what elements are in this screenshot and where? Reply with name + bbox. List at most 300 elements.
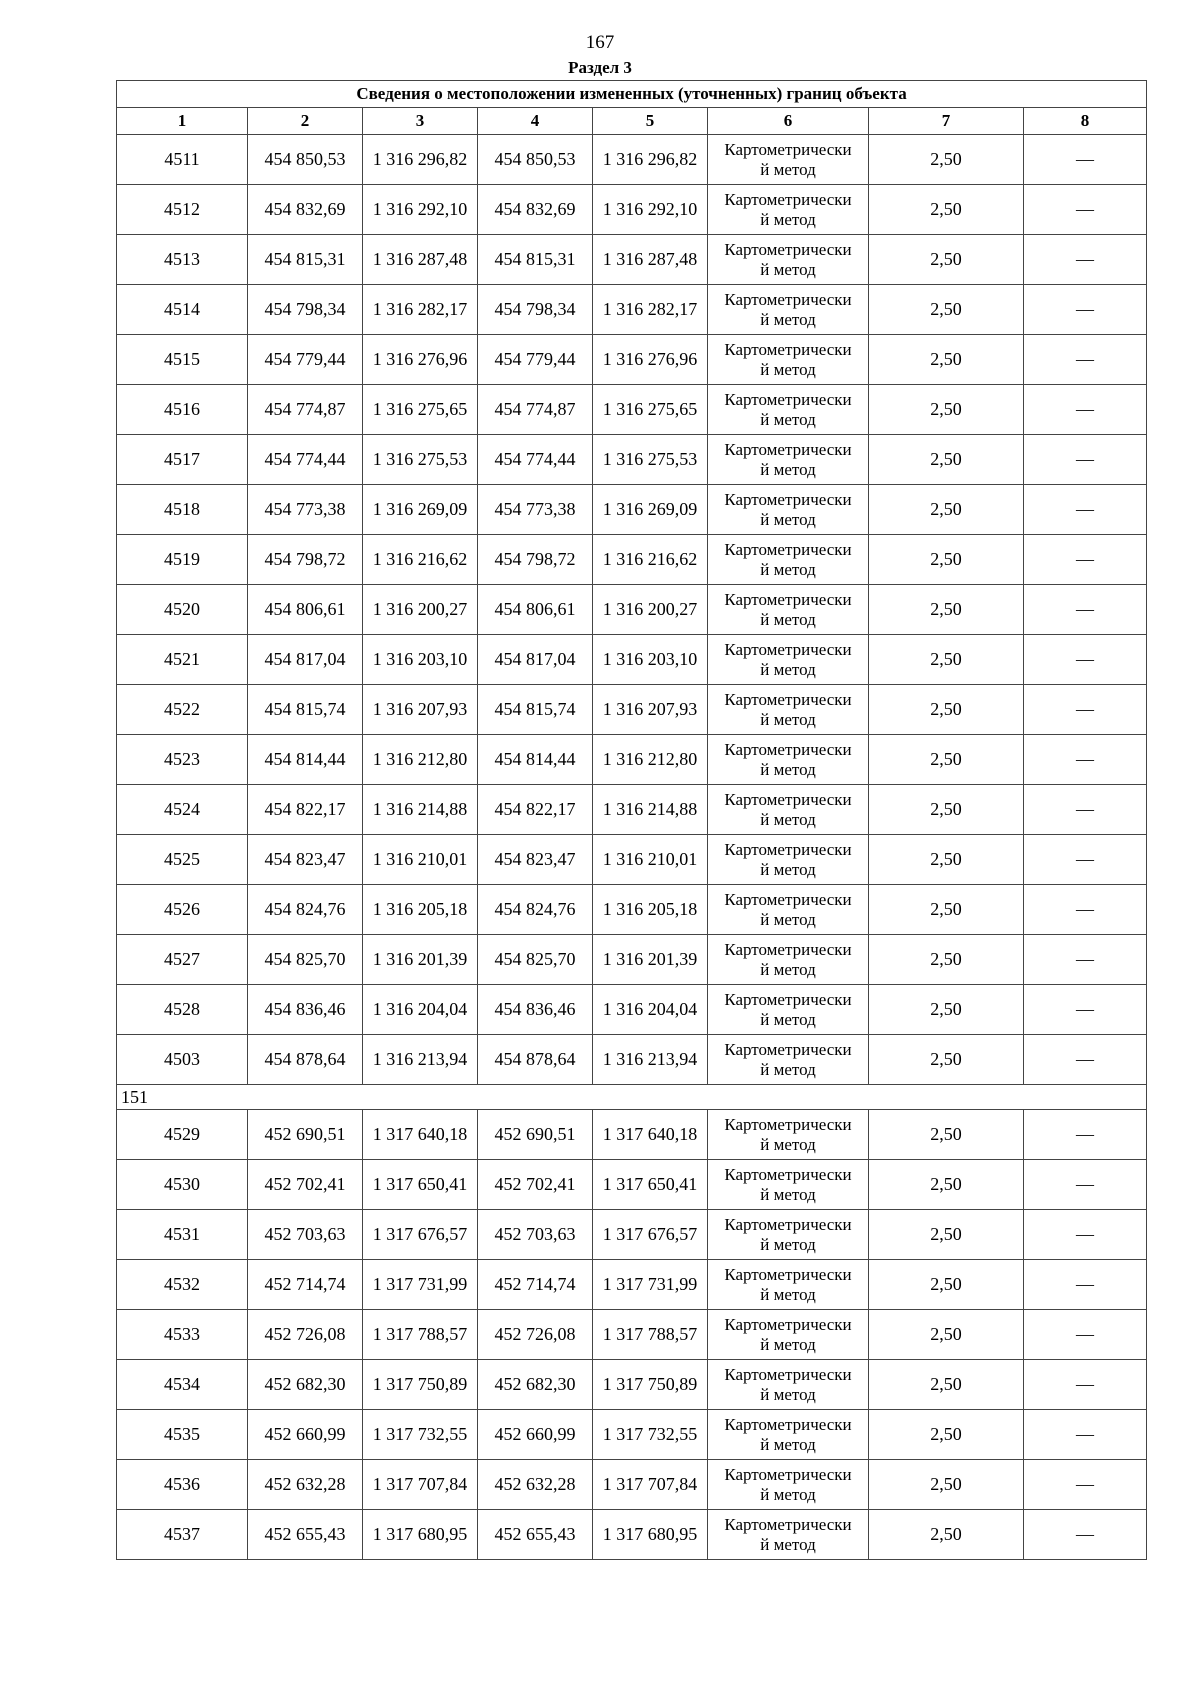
y-coordinate-new: 1 317 676,57 bbox=[593, 1210, 708, 1260]
empty-dash: — bbox=[1024, 585, 1147, 635]
y-coordinate-old: 1 317 750,89 bbox=[363, 1360, 478, 1410]
accuracy-value: 2,50 bbox=[869, 1210, 1024, 1260]
table-row bbox=[117, 935, 1147, 985]
empty-dash: — bbox=[1024, 1410, 1147, 1460]
method-cell bbox=[708, 135, 869, 185]
table-row bbox=[117, 685, 1147, 735]
x-coordinate-old: 454 823,47 bbox=[248, 835, 363, 885]
table-row bbox=[117, 785, 1147, 835]
x-coordinate-old: 454 774,87 bbox=[248, 385, 363, 435]
x-coordinate-new: 454 798,72 bbox=[478, 535, 593, 585]
x-coordinate-new: 454 806,61 bbox=[478, 585, 593, 635]
accuracy-value: 2,50 bbox=[869, 385, 1024, 435]
table-row bbox=[117, 135, 1147, 185]
x-coordinate-old: 454 814,44 bbox=[248, 735, 363, 785]
method-cell bbox=[708, 485, 869, 535]
method-line: й метод bbox=[760, 559, 816, 579]
method-line: Картометрически bbox=[724, 689, 852, 709]
accuracy-value: 2,50 bbox=[869, 835, 1024, 885]
method-line: Картометрически bbox=[724, 939, 852, 959]
method-line: й метод bbox=[760, 359, 816, 379]
x-coordinate-old: 454 806,61 bbox=[248, 585, 363, 635]
method-cell bbox=[708, 435, 869, 485]
y-coordinate-old: 1 317 731,99 bbox=[363, 1260, 478, 1310]
empty-dash: — bbox=[1024, 835, 1147, 885]
y-coordinate-old: 1 316 282,17 bbox=[363, 285, 478, 335]
table-row bbox=[117, 735, 1147, 785]
y-coordinate-new: 1 317 650,41 bbox=[593, 1160, 708, 1210]
boundary-coordinates-table bbox=[116, 80, 1147, 1560]
accuracy-value: 2,50 bbox=[869, 885, 1024, 935]
method-line: Картометрически bbox=[724, 1214, 852, 1234]
method-cell bbox=[708, 1460, 869, 1510]
method-line: Картометрически bbox=[724, 489, 852, 509]
empty-dash: — bbox=[1024, 1160, 1147, 1210]
method-line: й метод bbox=[760, 1284, 816, 1304]
method-line: Картометрически bbox=[724, 739, 852, 759]
x-coordinate-new: 452 714,74 bbox=[478, 1260, 593, 1310]
table-row bbox=[117, 1260, 1147, 1310]
point-number: 4532 bbox=[117, 1260, 248, 1310]
point-number: 4531 bbox=[117, 1210, 248, 1260]
method-line: й метод bbox=[760, 1234, 816, 1254]
x-coordinate-old: 454 798,34 bbox=[248, 285, 363, 335]
method-line: Картометрически bbox=[724, 1264, 852, 1284]
x-coordinate-new: 454 774,44 bbox=[478, 435, 593, 485]
accuracy-value: 2,50 bbox=[869, 1510, 1024, 1560]
accuracy-value: 2,50 bbox=[869, 285, 1024, 335]
method-line: й метод bbox=[760, 509, 816, 529]
empty-dash: — bbox=[1024, 1460, 1147, 1510]
method-line: й метод bbox=[760, 259, 816, 279]
y-coordinate-old: 1 317 788,57 bbox=[363, 1310, 478, 1360]
method-cell bbox=[708, 185, 869, 235]
table-row bbox=[117, 535, 1147, 585]
method-line: й метод bbox=[760, 659, 816, 679]
y-coordinate-new: 1 316 287,48 bbox=[593, 235, 708, 285]
column-number: 4 bbox=[478, 108, 593, 135]
group-header-row bbox=[117, 1085, 1147, 1110]
x-coordinate-old: 454 878,64 bbox=[248, 1035, 363, 1085]
x-coordinate-new: 454 823,47 bbox=[478, 835, 593, 885]
method-cell bbox=[708, 585, 869, 635]
method-line: Картометрически bbox=[724, 589, 852, 609]
accuracy-value: 2,50 bbox=[869, 185, 1024, 235]
table-caption-row bbox=[117, 81, 1147, 108]
point-number: 4514 bbox=[117, 285, 248, 335]
y-coordinate-new: 1 316 269,09 bbox=[593, 485, 708, 535]
method-line: Картометрически bbox=[724, 839, 852, 859]
x-coordinate-new: 452 690,51 bbox=[478, 1110, 593, 1160]
accuracy-value: 2,50 bbox=[869, 935, 1024, 985]
x-coordinate-new: 454 798,34 bbox=[478, 285, 593, 335]
point-number: 4522 bbox=[117, 685, 248, 735]
y-coordinate-old: 1 316 275,53 bbox=[363, 435, 478, 485]
column-number: 3 bbox=[363, 108, 478, 135]
method-line: й метод bbox=[760, 1059, 816, 1079]
x-coordinate-new: 454 814,44 bbox=[478, 735, 593, 785]
method-line: й метод bbox=[760, 959, 816, 979]
empty-dash: — bbox=[1024, 335, 1147, 385]
empty-dash: — bbox=[1024, 785, 1147, 835]
method-cell bbox=[708, 1260, 869, 1310]
method-line: й метод bbox=[760, 1384, 816, 1404]
accuracy-value: 2,50 bbox=[869, 1110, 1024, 1160]
table-row bbox=[117, 435, 1147, 485]
empty-dash: — bbox=[1024, 885, 1147, 935]
y-coordinate-old: 1 316 216,62 bbox=[363, 535, 478, 585]
y-coordinate-new: 1 317 731,99 bbox=[593, 1260, 708, 1310]
accuracy-value: 2,50 bbox=[869, 1260, 1024, 1310]
method-line: й метод bbox=[760, 1434, 816, 1454]
empty-dash: — bbox=[1024, 1260, 1147, 1310]
x-coordinate-new: 454 832,69 bbox=[478, 185, 593, 235]
accuracy-value: 2,50 bbox=[869, 1460, 1024, 1510]
method-cell bbox=[708, 835, 869, 885]
y-coordinate-old: 1 316 203,10 bbox=[363, 635, 478, 685]
accuracy-value: 2,50 bbox=[869, 785, 1024, 835]
table-row bbox=[117, 835, 1147, 885]
y-coordinate-new: 1 316 216,62 bbox=[593, 535, 708, 585]
point-number: 4535 bbox=[117, 1410, 248, 1460]
page-number: 167 bbox=[585, 32, 615, 53]
method-line: й метод bbox=[760, 1009, 816, 1029]
table-row bbox=[117, 585, 1147, 635]
y-coordinate-old: 1 316 210,01 bbox=[363, 835, 478, 885]
x-coordinate-new: 454 774,87 bbox=[478, 385, 593, 435]
x-coordinate-new: 452 655,43 bbox=[478, 1510, 593, 1560]
table-row bbox=[117, 1410, 1147, 1460]
method-line: Картометрически bbox=[724, 639, 852, 659]
method-line: Картометрически bbox=[724, 1314, 852, 1334]
x-coordinate-old: 454 822,17 bbox=[248, 785, 363, 835]
table-row bbox=[117, 1360, 1147, 1410]
empty-dash: — bbox=[1024, 185, 1147, 235]
y-coordinate-new: 1 316 214,88 bbox=[593, 785, 708, 835]
column-number: 5 bbox=[593, 108, 708, 135]
accuracy-value: 2,50 bbox=[869, 1360, 1024, 1410]
x-coordinate-new: 452 703,63 bbox=[478, 1210, 593, 1260]
method-line: Картометрически bbox=[724, 1414, 852, 1434]
method-cell bbox=[708, 535, 869, 585]
method-line: й метод bbox=[760, 859, 816, 879]
empty-dash: — bbox=[1024, 1310, 1147, 1360]
y-coordinate-new: 1 316 205,18 bbox=[593, 885, 708, 935]
empty-dash: — bbox=[1024, 285, 1147, 335]
table-row bbox=[117, 385, 1147, 435]
method-line: Картометрически bbox=[724, 889, 852, 909]
x-coordinate-new: 454 822,17 bbox=[478, 785, 593, 835]
y-coordinate-new: 1 317 750,89 bbox=[593, 1360, 708, 1410]
method-cell bbox=[708, 735, 869, 785]
point-number: 4517 bbox=[117, 435, 248, 485]
empty-dash: — bbox=[1024, 135, 1147, 185]
point-number: 4526 bbox=[117, 885, 248, 935]
method-cell bbox=[708, 385, 869, 435]
method-cell bbox=[708, 985, 869, 1035]
table-row bbox=[117, 185, 1147, 235]
method-line: Картометрически bbox=[724, 189, 852, 209]
method-line: Картометрически bbox=[724, 139, 852, 159]
x-coordinate-old: 452 682,30 bbox=[248, 1360, 363, 1410]
accuracy-value: 2,50 bbox=[869, 985, 1024, 1035]
point-number: 4513 bbox=[117, 235, 248, 285]
method-line: Картометрически bbox=[724, 1114, 852, 1134]
point-number: 4525 bbox=[117, 835, 248, 885]
table-row bbox=[117, 885, 1147, 935]
point-number: 4515 bbox=[117, 335, 248, 385]
method-cell bbox=[708, 1410, 869, 1460]
point-number: 4534 bbox=[117, 1360, 248, 1410]
accuracy-value: 2,50 bbox=[869, 135, 1024, 185]
y-coordinate-old: 1 317 732,55 bbox=[363, 1410, 478, 1460]
x-coordinate-old: 454 773,38 bbox=[248, 485, 363, 535]
y-coordinate-old: 1 316 276,96 bbox=[363, 335, 478, 385]
x-coordinate-new: 454 825,70 bbox=[478, 935, 593, 985]
method-line: й метод bbox=[760, 1534, 816, 1554]
x-coordinate-old: 454 836,46 bbox=[248, 985, 363, 1035]
empty-dash: — bbox=[1024, 1035, 1147, 1085]
empty-dash: — bbox=[1024, 485, 1147, 535]
table-row bbox=[117, 485, 1147, 535]
x-coordinate-new: 454 850,53 bbox=[478, 135, 593, 185]
x-coordinate-old: 452 726,08 bbox=[248, 1310, 363, 1360]
x-coordinate-old: 454 779,44 bbox=[248, 335, 363, 385]
method-line: Картометрически bbox=[724, 789, 852, 809]
empty-dash: — bbox=[1024, 385, 1147, 435]
y-coordinate-new: 1 316 210,01 bbox=[593, 835, 708, 885]
accuracy-value: 2,50 bbox=[869, 535, 1024, 585]
point-number: 4530 bbox=[117, 1160, 248, 1210]
y-coordinate-new: 1 316 212,80 bbox=[593, 735, 708, 785]
section-title: Раздел 3 bbox=[568, 58, 632, 77]
y-coordinate-new: 1 317 707,84 bbox=[593, 1460, 708, 1510]
y-coordinate-new: 1 317 788,57 bbox=[593, 1310, 708, 1360]
empty-dash: — bbox=[1024, 535, 1147, 585]
x-coordinate-new: 454 815,31 bbox=[478, 235, 593, 285]
x-coordinate-new: 454 773,38 bbox=[478, 485, 593, 535]
point-number: 4533 bbox=[117, 1310, 248, 1360]
method-line: Картометрически bbox=[724, 239, 852, 259]
column-number: 6 bbox=[708, 108, 869, 135]
method-cell bbox=[708, 235, 869, 285]
x-coordinate-old: 454 798,72 bbox=[248, 535, 363, 585]
x-coordinate-new: 452 632,28 bbox=[478, 1460, 593, 1510]
method-line: й метод bbox=[760, 759, 816, 779]
y-coordinate-old: 1 316 213,94 bbox=[363, 1035, 478, 1085]
method-line: й метод bbox=[760, 909, 816, 929]
accuracy-value: 2,50 bbox=[869, 435, 1024, 485]
point-number: 4518 bbox=[117, 485, 248, 535]
x-coordinate-new: 452 726,08 bbox=[478, 1310, 593, 1360]
table-row bbox=[117, 1460, 1147, 1510]
y-coordinate-old: 1 317 680,95 bbox=[363, 1510, 478, 1560]
y-coordinate-new: 1 316 200,27 bbox=[593, 585, 708, 635]
empty-dash: — bbox=[1024, 1110, 1147, 1160]
accuracy-value: 2,50 bbox=[869, 735, 1024, 785]
y-coordinate-old: 1 316 296,82 bbox=[363, 135, 478, 185]
method-line: й метод bbox=[760, 1484, 816, 1504]
method-cell bbox=[708, 335, 869, 385]
method-line: й метод bbox=[760, 1334, 816, 1354]
x-coordinate-new: 454 817,04 bbox=[478, 635, 593, 685]
method-line: й метод bbox=[760, 809, 816, 829]
method-cell bbox=[708, 785, 869, 835]
y-coordinate-new: 1 317 640,18 bbox=[593, 1110, 708, 1160]
accuracy-value: 2,50 bbox=[869, 685, 1024, 735]
accuracy-value: 2,50 bbox=[869, 585, 1024, 635]
empty-dash: — bbox=[1024, 1210, 1147, 1260]
empty-dash: — bbox=[1024, 735, 1147, 785]
method-line: Картометрически bbox=[724, 1514, 852, 1534]
y-coordinate-new: 1 316 296,82 bbox=[593, 135, 708, 185]
y-coordinate-old: 1 316 207,93 bbox=[363, 685, 478, 735]
method-cell bbox=[708, 1510, 869, 1560]
y-coordinate-new: 1 316 276,96 bbox=[593, 335, 708, 385]
y-coordinate-new: 1 316 292,10 bbox=[593, 185, 708, 235]
x-coordinate-new: 454 836,46 bbox=[478, 985, 593, 1035]
method-line: й метод bbox=[760, 1184, 816, 1204]
accuracy-value: 2,50 bbox=[869, 1035, 1024, 1085]
y-coordinate-old: 1 316 201,39 bbox=[363, 935, 478, 985]
y-coordinate-old: 1 316 204,04 bbox=[363, 985, 478, 1035]
point-number: 4527 bbox=[117, 935, 248, 985]
y-coordinate-new: 1 316 201,39 bbox=[593, 935, 708, 985]
x-coordinate-old: 454 815,74 bbox=[248, 685, 363, 735]
x-coordinate-old: 454 824,76 bbox=[248, 885, 363, 935]
table-row bbox=[117, 635, 1147, 685]
method-line: й метод bbox=[760, 709, 816, 729]
y-coordinate-new: 1 316 207,93 bbox=[593, 685, 708, 735]
point-number: 4503 bbox=[117, 1035, 248, 1085]
x-coordinate-new: 454 878,64 bbox=[478, 1035, 593, 1085]
y-coordinate-old: 1 316 287,48 bbox=[363, 235, 478, 285]
table-row bbox=[117, 285, 1147, 335]
point-number: 4516 bbox=[117, 385, 248, 435]
y-coordinate-new: 1 316 275,53 bbox=[593, 435, 708, 485]
method-line: й метод bbox=[760, 1134, 816, 1154]
point-number: 4512 bbox=[117, 185, 248, 235]
method-line: Картометрически bbox=[724, 389, 852, 409]
y-coordinate-new: 1 316 203,10 bbox=[593, 635, 708, 685]
point-number: 4529 bbox=[117, 1110, 248, 1160]
empty-dash: — bbox=[1024, 1360, 1147, 1410]
method-cell bbox=[708, 685, 869, 735]
point-number: 4524 bbox=[117, 785, 248, 835]
accuracy-value: 2,50 bbox=[869, 635, 1024, 685]
point-number: 4511 bbox=[117, 135, 248, 185]
x-coordinate-old: 454 815,31 bbox=[248, 235, 363, 285]
x-coordinate-old: 452 660,99 bbox=[248, 1410, 363, 1460]
method-line: й метод bbox=[760, 309, 816, 329]
table-row bbox=[117, 1035, 1147, 1085]
column-number: 8 bbox=[1024, 108, 1147, 135]
point-number: 4520 bbox=[117, 585, 248, 635]
x-coordinate-new: 452 702,41 bbox=[478, 1160, 593, 1210]
method-cell bbox=[708, 885, 869, 935]
y-coordinate-new: 1 316 282,17 bbox=[593, 285, 708, 335]
table-row bbox=[117, 1110, 1147, 1160]
method-line: Картометрически bbox=[724, 539, 852, 559]
y-coordinate-new: 1 316 213,94 bbox=[593, 1035, 708, 1085]
y-coordinate-old: 1 316 269,09 bbox=[363, 485, 478, 535]
x-coordinate-old: 452 702,41 bbox=[248, 1160, 363, 1210]
group-label: 151 bbox=[117, 1085, 1147, 1110]
method-cell bbox=[708, 635, 869, 685]
empty-dash: — bbox=[1024, 685, 1147, 735]
point-number: 4519 bbox=[117, 535, 248, 585]
method-line: Картометрически bbox=[724, 439, 852, 459]
y-coordinate-new: 1 316 275,65 bbox=[593, 385, 708, 435]
accuracy-value: 2,50 bbox=[869, 1160, 1024, 1210]
x-coordinate-old: 452 703,63 bbox=[248, 1210, 363, 1260]
method-line: Картометрически bbox=[724, 1464, 852, 1484]
y-coordinate-old: 1 317 676,57 bbox=[363, 1210, 478, 1260]
method-line: й метод bbox=[760, 209, 816, 229]
table-row bbox=[117, 235, 1147, 285]
method-line: Картометрически bbox=[724, 339, 852, 359]
y-coordinate-old: 1 316 275,65 bbox=[363, 385, 478, 435]
accuracy-value: 2,50 bbox=[869, 1310, 1024, 1360]
accuracy-value: 2,50 bbox=[869, 1410, 1024, 1460]
x-coordinate-old: 454 817,04 bbox=[248, 635, 363, 685]
empty-dash: — bbox=[1024, 435, 1147, 485]
x-coordinate-old: 452 655,43 bbox=[248, 1510, 363, 1560]
point-number: 4523 bbox=[117, 735, 248, 785]
empty-dash: — bbox=[1024, 1510, 1147, 1560]
y-coordinate-old: 1 316 292,10 bbox=[363, 185, 478, 235]
y-coordinate-old: 1 316 200,27 bbox=[363, 585, 478, 635]
accuracy-value: 2,50 bbox=[869, 335, 1024, 385]
table-row bbox=[117, 1160, 1147, 1210]
empty-dash: — bbox=[1024, 985, 1147, 1035]
method-line: й метод bbox=[760, 609, 816, 629]
x-coordinate-old: 454 774,44 bbox=[248, 435, 363, 485]
y-coordinate-new: 1 316 204,04 bbox=[593, 985, 708, 1035]
y-coordinate-new: 1 317 680,95 bbox=[593, 1510, 708, 1560]
table-row bbox=[117, 1210, 1147, 1260]
accuracy-value: 2,50 bbox=[869, 485, 1024, 535]
method-cell bbox=[708, 1360, 869, 1410]
method-cell bbox=[708, 1310, 869, 1360]
table-caption: Сведения о местоположении измененных (уточненных) границ объекта bbox=[117, 81, 1147, 108]
empty-dash: — bbox=[1024, 635, 1147, 685]
method-cell bbox=[708, 1160, 869, 1210]
empty-dash: — bbox=[1024, 935, 1147, 985]
method-cell bbox=[708, 935, 869, 985]
point-number: 4521 bbox=[117, 635, 248, 685]
y-coordinate-old: 1 316 205,18 bbox=[363, 885, 478, 935]
column-number-row bbox=[117, 108, 1147, 135]
column-number: 2 bbox=[248, 108, 363, 135]
x-coordinate-new: 454 824,76 bbox=[478, 885, 593, 935]
point-number: 4537 bbox=[117, 1510, 248, 1560]
table-row bbox=[117, 1510, 1147, 1560]
y-coordinate-old: 1 317 650,41 bbox=[363, 1160, 478, 1210]
point-number: 4536 bbox=[117, 1460, 248, 1510]
point-number: 4528 bbox=[117, 985, 248, 1035]
method-cell bbox=[708, 1035, 869, 1085]
x-coordinate-old: 454 825,70 bbox=[248, 935, 363, 985]
column-number: 1 bbox=[117, 108, 248, 135]
method-cell bbox=[708, 1210, 869, 1260]
method-line: й метод bbox=[760, 409, 816, 429]
accuracy-value: 2,50 bbox=[869, 235, 1024, 285]
y-coordinate-old: 1 317 707,84 bbox=[363, 1460, 478, 1510]
empty-dash: — bbox=[1024, 235, 1147, 285]
x-coordinate-new: 454 815,74 bbox=[478, 685, 593, 735]
x-coordinate-new: 452 660,99 bbox=[478, 1410, 593, 1460]
